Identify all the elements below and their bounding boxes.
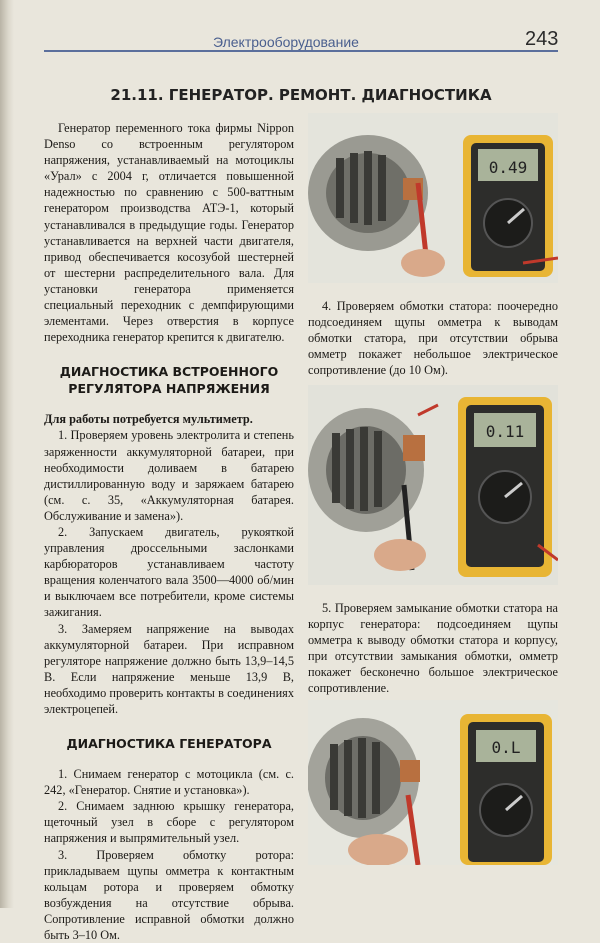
photo-rotor-check xyxy=(308,700,558,865)
section-heading-generator: ДИАГНОСТИКА ГЕНЕРАТОРА xyxy=(66,736,272,752)
generator-step-2: 2. Снимаем заднюю крышку генератора, щеточный узел в сборе с регулятором напряжения и выпрямительный узел. xyxy=(44,799,294,846)
lcd-reading-2: 0.11 xyxy=(485,422,525,441)
regulator-step-2: 2. Запускаем двигатель, рукояткой управления дроссельными заслонками карбюраторов устанавливаем частоту вращения коленчатого вала 3500—4000 об/мин и выключаем все потребители, кроме системы зажигания. xyxy=(44,524,294,620)
regulator-step-1: 1. Проверяем уровень электролита и степень заряженности аккумуляторной батареи, при необходимости доливаем в батарею дистиллированную воду и заряжаем батарею (см. с. 35, «Аккумуляторная батарея. Обслуживание и замена»). xyxy=(44,428,294,523)
header-rule xyxy=(44,50,558,52)
lcd-reading-1: 0.49 xyxy=(488,158,528,177)
chapter-title: 21.11. ГЕНЕРАТОР. РЕМОНТ. ДИАГНОСТИКА xyxy=(110,86,492,104)
running-header-title: Электрооборудование xyxy=(213,34,359,50)
generator-step-3: 3. Проверяем обмотку ротора: прикладываем щупы омметра к контактным кольцам ротора и проверяем обмотку возбуждения на отсутствие обрыва. Сопротивление исправной обмотки должно быть 3–10 Ом. xyxy=(44,847,294,943)
multimeter-generator-photo-2 xyxy=(308,385,558,585)
page-spine-shadow xyxy=(0,0,14,908)
tools-required: Для работы потребуется мультиметр. xyxy=(44,412,253,427)
caption-step-5 xyxy=(308,600,558,697)
caption-step-4 xyxy=(308,298,558,378)
page-number: 243 xyxy=(525,28,559,50)
photo-ground-check xyxy=(308,385,558,585)
left-column xyxy=(44,120,294,943)
multimeter-generator-photo-3 xyxy=(308,700,558,865)
caption-step-5-text: 5. Проверяем замыкание обмотки статора на корпус генератора: подсоединяем щупы омметра к выводу обмотки статора и корпусу, при отсутствии замыкания обмотки, омметр покажет бесконечно большое электрическое сопротивление. xyxy=(308,601,558,696)
generator-step-1: 1. Снимаем генератор с мотоцикла (см. с. 242, «Генератор. Снятие и установка»). xyxy=(44,767,294,798)
caption-step-4-text: 4. Проверяем обмотки статора: поочередно подсоединяем щупы омметра к выводам обмотки статора, при отсутствии обрыва омметр покажет небольшое электрическое сопротивление (до 10 Ом). xyxy=(308,299,558,378)
multimeter-generator-photo-1 xyxy=(308,113,558,283)
lcd-reading-3: 0.L xyxy=(491,738,521,757)
photo-stator-check xyxy=(308,113,558,283)
regulator-step-3: 3. Замеряем напряжение на выводах аккумуляторной батареи. При исправном регуляторе напряжение должно быть 13,9–14,5 В. Если напряжение меньше 13,9 В, необходимо проверить контакты в соединениях электроцепей. xyxy=(44,621,294,716)
section-heading-regulator: ДИАГНОСТИКА ВСТРОЕННОГО РЕГУЛЯТОРА НАПРЯЖЕНИЯ xyxy=(59,364,279,397)
intro-paragraph: Генератор переменного тока фирмы Nippon Denso со встроенным регулятором напряжения, устанавливаемый на мотоциклы «Урал» с 2004 г, отличается повышенной надежностью по сравнению с 500-ваттным генератором производства АТЭ-1, который устанавливался в предыдущие годы. Генератор устанавливается на верхней части двигателя, привод обеспечивается косозубой шестерней от шестерни распределительного вала. Для установки генератора применяется специальный переходник с демпфирующими элементами. Через отверстия в корпусе переходника генератор крепится к двигателю. xyxy=(44,121,294,345)
